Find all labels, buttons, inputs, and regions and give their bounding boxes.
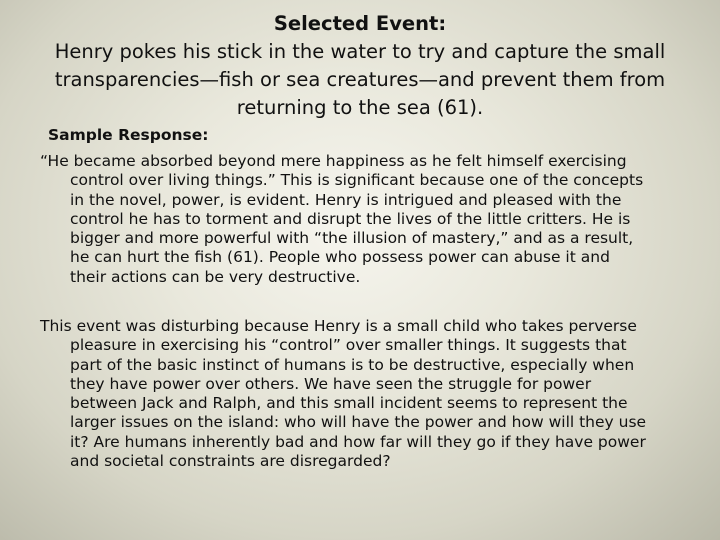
event-line: returning to the sea (61). <box>236 96 484 119</box>
paragraph-line: their actions can be very destructive. <box>70 267 361 286</box>
heading-title: Selected Event: <box>273 12 447 35</box>
sample-response-label: Sample Response: <box>48 126 209 144</box>
paragraph-line: part of the basic instinct of humans is to be destructive, especially when <box>70 355 635 374</box>
event-line: transparencies—fish or sea creatures—and prevent them from <box>54 68 666 91</box>
paragraph-line: bigger and more powerful with “the illusion of mastery,” and as a result, <box>70 229 634 248</box>
paragraph-line: in the novel, power, is evident. Henry is intrigued and pleased with the <box>70 190 622 209</box>
response-paragraph-2 <box>40 317 646 471</box>
paragraph-line: pleasure in exercising his “control” over smaller things. It suggests that <box>70 336 627 355</box>
paragraph-line: they have power over others. We have seen the struggle for power <box>70 374 592 393</box>
paragraph-line: larger issues on the island: who will have the power and how will they use <box>70 413 647 432</box>
paragraph-line: he can hurt the fish (61). People who possess power can abuse it and <box>70 248 610 267</box>
selected-event-heading <box>40 10 680 122</box>
event-line: Henry pokes his stick in the water to try and capture the small <box>54 40 666 63</box>
paragraph-line: control over living things.” This is significant because one of the concepts <box>70 171 644 190</box>
response-paragraph-1 <box>40 152 643 287</box>
paragraph-line: This event was disturbing because Henry is a small child who takes perverse <box>40 317 637 335</box>
paragraph-line: “He became absorbed beyond mere happiness as he felt himself exercising <box>40 152 627 170</box>
paragraph-line: it? Are humans inherently bad and how far will they go if they have power <box>70 432 646 451</box>
paragraph-line: and societal constraints are disregarded? <box>70 452 391 471</box>
paragraph-line: control he has to torment and disrupt the lives of the little critters. He is <box>70 209 631 228</box>
paragraph-line: between Jack and Ralph, and this small incident seems to represent the <box>70 394 628 413</box>
